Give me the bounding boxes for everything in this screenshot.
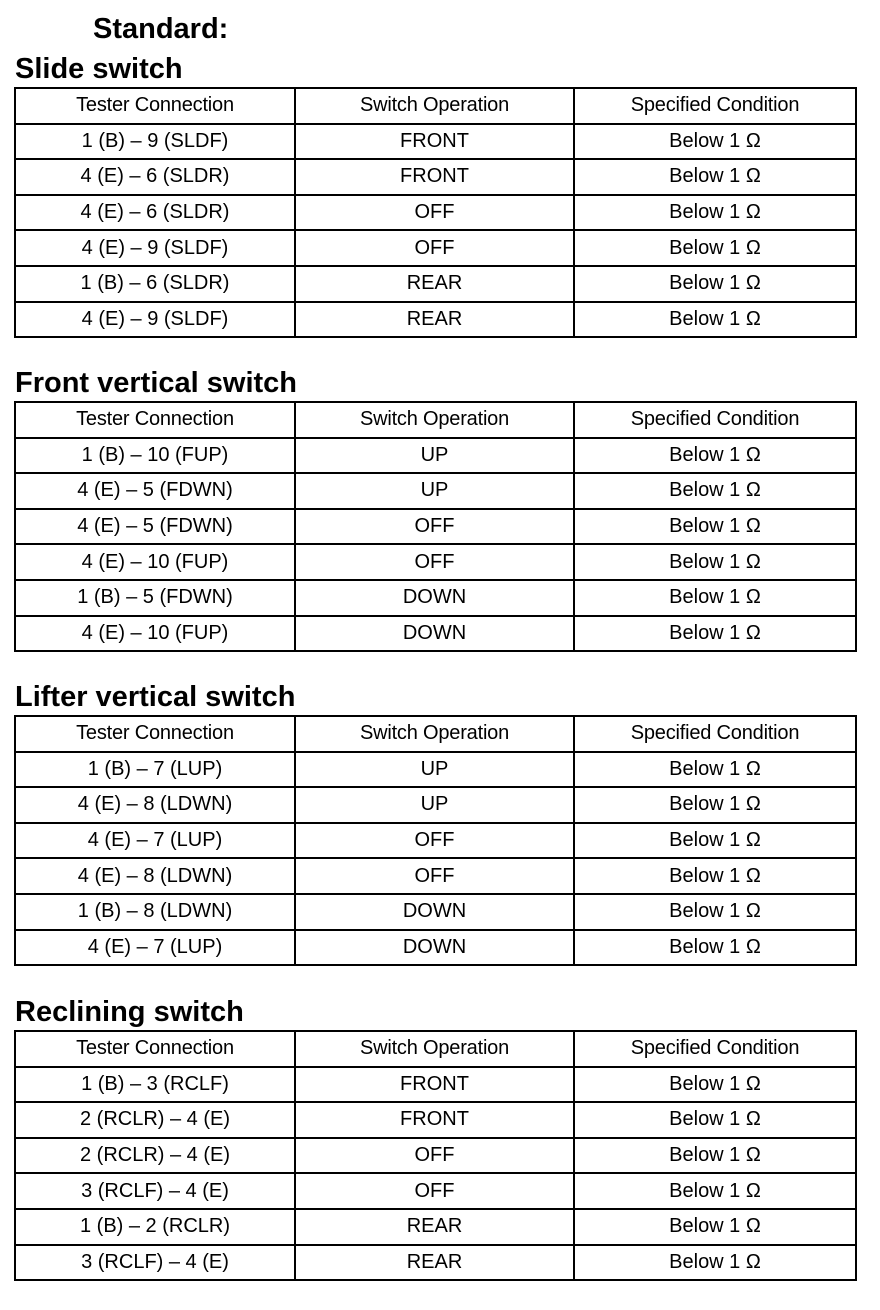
table-row: [15, 823, 856, 859]
header-switch-operation: Switch Operation: [295, 1031, 574, 1067]
tester-connection-cell: 4 (E) – 7 (LUP): [15, 930, 295, 966]
specified-condition-cell: Below 1 Ω: [574, 302, 856, 338]
table-row: [15, 1102, 856, 1138]
section-title: Slide switch: [15, 53, 183, 85]
spec-table: [14, 715, 857, 966]
specified-condition-cell: Below 1 Ω: [574, 1245, 856, 1281]
specified-condition-cell: Below 1 Ω: [574, 509, 856, 545]
table-header-row: [15, 1031, 856, 1067]
switch-operation-cell: FRONT: [295, 1102, 574, 1138]
tester-connection-cell: 3 (RCLF) – 4 (E): [15, 1173, 295, 1209]
section-front-vertical-switch: [14, 363, 855, 652]
switch-operation-cell: UP: [295, 752, 574, 788]
specified-condition-cell: Below 1 Ω: [574, 124, 856, 160]
section-title: Lifter vertical switch: [15, 681, 296, 713]
header-specified-condition: Specified Condition: [574, 88, 856, 124]
switch-operation-cell: OFF: [295, 230, 574, 266]
table-row: [15, 616, 856, 652]
table-row: [15, 195, 856, 231]
specified-condition-cell: Below 1 Ω: [574, 544, 856, 580]
switch-operation-cell: REAR: [295, 1245, 574, 1281]
tester-connection-cell: 3 (RCLF) – 4 (E): [15, 1245, 295, 1281]
tester-connection-cell: 4 (E) – 5 (FDWN): [15, 473, 295, 509]
section-reclining-switch: [14, 992, 855, 1281]
table-header-row: [15, 88, 856, 124]
tester-connection-cell: 1 (B) – 2 (RCLR): [15, 1209, 295, 1245]
tester-connection-cell: 4 (E) – 8 (LDWN): [15, 787, 295, 823]
tester-connection-cell: 4 (E) – 6 (SLDR): [15, 159, 295, 195]
specified-condition-cell: Below 1 Ω: [574, 473, 856, 509]
switch-operation-cell: OFF: [295, 509, 574, 545]
table-row: [15, 473, 856, 509]
switch-operation-cell: DOWN: [295, 616, 574, 652]
table-row: [15, 544, 856, 580]
section-title: Front vertical switch: [15, 367, 298, 399]
tester-connection-cell: 4 (E) – 7 (LUP): [15, 823, 295, 859]
specified-condition-cell: Below 1 Ω: [574, 787, 856, 823]
header-switch-operation: Switch Operation: [295, 88, 574, 124]
section-lifter-vertical-switch: [14, 677, 855, 966]
table-row: [15, 787, 856, 823]
switch-operation-cell: REAR: [295, 302, 574, 338]
table-row: [15, 302, 856, 338]
tester-connection-cell: 1 (B) – 3 (RCLF): [15, 1067, 295, 1103]
specified-condition-cell: Below 1 Ω: [574, 894, 856, 930]
specified-condition-cell: Below 1 Ω: [574, 1173, 856, 1209]
table-row: [15, 1138, 856, 1174]
switch-operation-cell: UP: [295, 473, 574, 509]
table-row: [15, 438, 856, 474]
switch-operation-cell: OFF: [295, 858, 574, 894]
header-tester-connection: Tester Connection: [15, 88, 295, 124]
tester-connection-cell: 4 (E) – 10 (FUP): [15, 544, 295, 580]
table-row: [15, 1067, 856, 1103]
tester-connection-cell: 1 (B) – 10 (FUP): [15, 438, 295, 474]
switch-operation-cell: DOWN: [295, 894, 574, 930]
tester-connection-cell: 1 (B) – 7 (LUP): [15, 752, 295, 788]
tester-connection-cell: 4 (E) – 9 (SLDF): [15, 230, 295, 266]
tester-connection-cell: 2 (RCLR) – 4 (E): [15, 1102, 295, 1138]
spec-table: [14, 1030, 857, 1281]
table-header-row: [15, 402, 856, 438]
header-tester-connection: Tester Connection: [15, 402, 295, 438]
switch-operation-cell: OFF: [295, 195, 574, 231]
specified-condition-cell: Below 1 Ω: [574, 230, 856, 266]
header-specified-condition: Specified Condition: [574, 716, 856, 752]
specified-condition-cell: Below 1 Ω: [574, 580, 856, 616]
switch-operation-cell: DOWN: [295, 930, 574, 966]
table-row: [15, 230, 856, 266]
specified-condition-cell: Below 1 Ω: [574, 752, 856, 788]
switch-operation-cell: OFF: [295, 544, 574, 580]
specified-condition-cell: Below 1 Ω: [574, 1209, 856, 1245]
header-switch-operation: Switch Operation: [295, 716, 574, 752]
specified-condition-cell: Below 1 Ω: [574, 823, 856, 859]
switch-operation-cell: DOWN: [295, 580, 574, 616]
tester-connection-cell: 1 (B) – 8 (LDWN): [15, 894, 295, 930]
switch-operation-cell: OFF: [295, 1173, 574, 1209]
table-row: [15, 930, 856, 966]
tester-connection-cell: 1 (B) – 6 (SLDR): [15, 266, 295, 302]
switch-operation-cell: FRONT: [295, 124, 574, 160]
tester-connection-cell: 2 (RCLR) – 4 (E): [15, 1138, 295, 1174]
specified-condition-cell: Below 1 Ω: [574, 616, 856, 652]
switch-operation-cell: OFF: [295, 823, 574, 859]
header-specified-condition: Specified Condition: [574, 402, 856, 438]
switch-operation-cell: FRONT: [295, 1067, 574, 1103]
table-row: [15, 1173, 856, 1209]
specified-condition-cell: Below 1 Ω: [574, 1102, 856, 1138]
tester-connection-cell: 1 (B) – 9 (SLDF): [15, 124, 295, 160]
table-row: [15, 580, 856, 616]
table-row: [15, 124, 856, 160]
switch-operation-cell: OFF: [295, 1138, 574, 1174]
table-row: [15, 752, 856, 788]
section-title: Reclining switch: [15, 996, 244, 1028]
table-row: [15, 509, 856, 545]
switch-operation-cell: REAR: [295, 266, 574, 302]
table-header-row: [15, 716, 856, 752]
table-row: [15, 1245, 856, 1281]
table-row: [15, 858, 856, 894]
tester-connection-cell: 4 (E) – 6 (SLDR): [15, 195, 295, 231]
switch-operation-cell: UP: [295, 787, 574, 823]
specified-condition-cell: Below 1 Ω: [574, 266, 856, 302]
specified-condition-cell: Below 1 Ω: [574, 159, 856, 195]
tester-connection-cell: 4 (E) – 8 (LDWN): [15, 858, 295, 894]
switch-operation-cell: REAR: [295, 1209, 574, 1245]
table-row: [15, 266, 856, 302]
page-heading: Standard:: [93, 13, 229, 45]
specified-condition-cell: Below 1 Ω: [574, 1067, 856, 1103]
header-tester-connection: Tester Connection: [15, 716, 295, 752]
specified-condition-cell: Below 1 Ω: [574, 1138, 856, 1174]
spec-table: [14, 401, 857, 652]
switch-operation-cell: UP: [295, 438, 574, 474]
header-specified-condition: Specified Condition: [574, 1031, 856, 1067]
table-row: [15, 159, 856, 195]
table-row: [15, 1209, 856, 1245]
tester-connection-cell: 4 (E) – 5 (FDWN): [15, 509, 295, 545]
table-row: [15, 894, 856, 930]
specified-condition-cell: Below 1 Ω: [574, 195, 856, 231]
spec-table: [14, 87, 857, 338]
section-slide-switch: [14, 49, 855, 338]
specified-condition-cell: Below 1 Ω: [574, 438, 856, 474]
switch-operation-cell: FRONT: [295, 159, 574, 195]
specified-condition-cell: Below 1 Ω: [574, 858, 856, 894]
tester-connection-cell: 1 (B) – 5 (FDWN): [15, 580, 295, 616]
tester-connection-cell: 4 (E) – 10 (FUP): [15, 616, 295, 652]
header-tester-connection: Tester Connection: [15, 1031, 295, 1067]
header-switch-operation: Switch Operation: [295, 402, 574, 438]
tester-connection-cell: 4 (E) – 9 (SLDF): [15, 302, 295, 338]
specified-condition-cell: Below 1 Ω: [574, 930, 856, 966]
